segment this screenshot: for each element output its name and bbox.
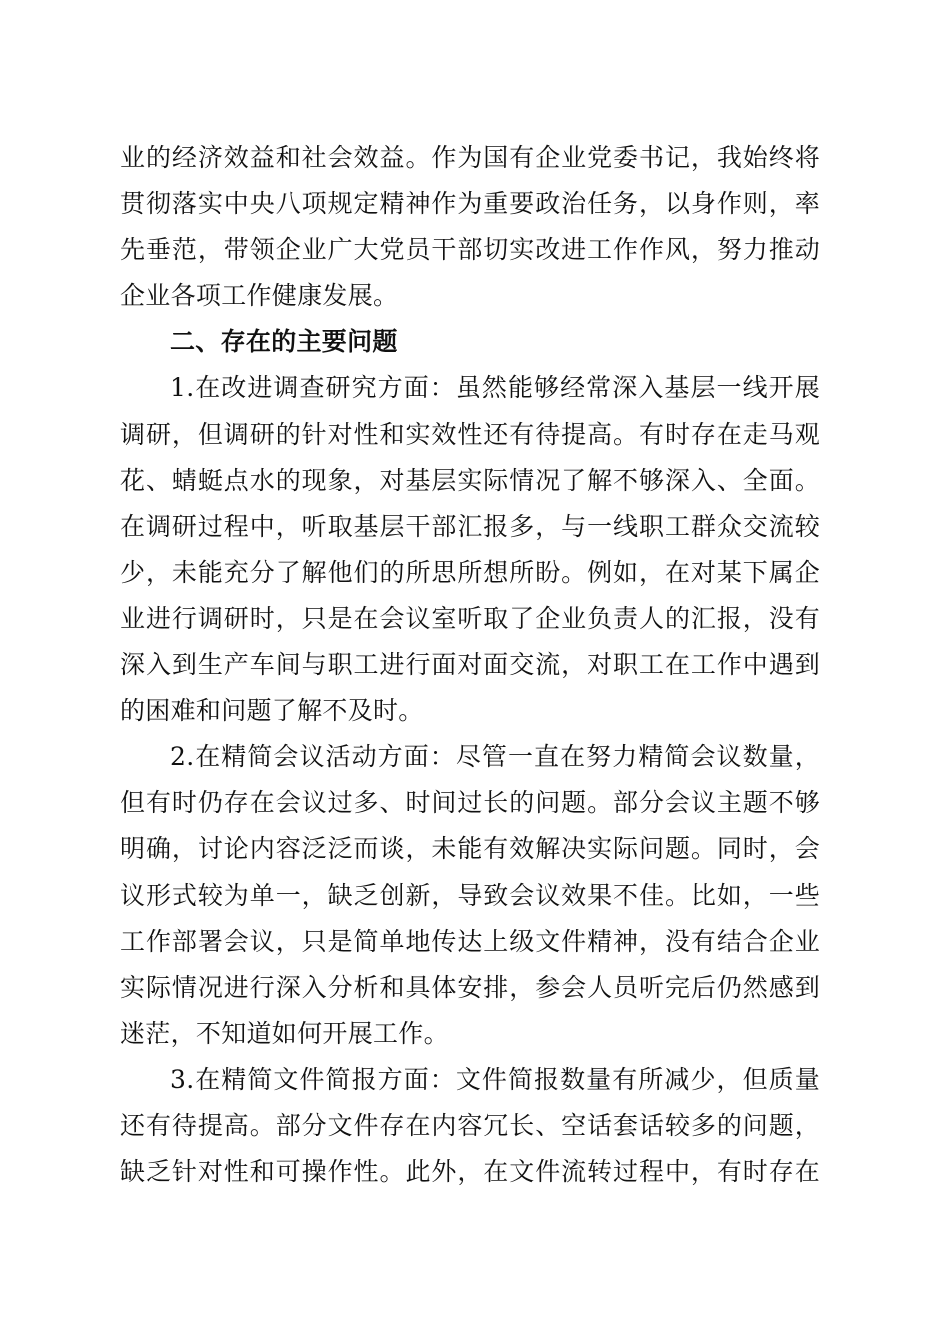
- paragraph-issue-3: [120, 1057, 820, 1195]
- paragraph-issue-2: [120, 734, 820, 1057]
- text-line: 工作部署会议，只是简单地传达上级文件精神，没有结合企业: [120, 926, 820, 956]
- document-body: [120, 135, 820, 1195]
- paragraph-intro: [120, 135, 820, 319]
- text-line: 企业各项工作健康发展。: [120, 281, 399, 311]
- text-line: 1.在改进调查研究方面：虽然能够经常深入基层一线开展: [170, 373, 820, 403]
- text-line: 先垂范，带领企业广大党员干部切实改进工作作风，努力推动: [120, 235, 820, 265]
- text-line: 的困难和问题了解不及时。: [120, 696, 424, 726]
- text-line: 深入到生产车间与职工进行面对面交流，对职工在工作中遇到: [120, 650, 820, 680]
- text-line: 调研，但调研的针对性和实效性还有待提高。有时存在走马观: [120, 419, 820, 449]
- text-line: 实际情况进行深入分析和具体安排，参会人员听完后仍然感到: [120, 972, 820, 1002]
- text-line: 还有待提高。部分文件存在内容冗长、空话套话较多的问题，: [120, 1110, 820, 1140]
- text-line: 缺乏针对性和可操作性。此外，在文件流转过程中，有时存在: [120, 1157, 820, 1187]
- text-line: 迷茫，不知道如何开展工作。: [120, 1018, 449, 1048]
- text-line: 议形式较为单一，缺乏创新，导致会议效果不佳。比如，一些: [120, 880, 820, 910]
- text-line: 但有时仍存在会议过多、时间过长的问题。部分会议主题不够: [120, 788, 820, 818]
- text-line: 花、蜻蜓点水的现象，对基层实际情况了解不够深入、全面。: [120, 465, 820, 495]
- text-line: 明确，讨论内容泛泛而谈，未能有效解决实际问题。同时，会: [120, 834, 820, 864]
- text-line: 在调研过程中，听取基层干部汇报多，与一线职工群众交流较: [120, 511, 820, 541]
- text-line: 业的经济效益和社会效益。作为国有企业党委书记，我始终将: [120, 143, 820, 172]
- text-line: 贯彻落实中央八项规定精神作为重要政治任务，以身作则，率: [120, 189, 820, 219]
- text-line: 2.在精简会议活动方面：尽管一直在努力精简会议数量，: [170, 742, 820, 772]
- section-heading: [120, 319, 820, 365]
- text-line: 业进行调研时，只是在会议室听取了企业负责人的汇报，没有: [120, 603, 820, 633]
- text-line: 少，未能充分了解他们的所思所想所盼。例如，在对某下属企: [120, 557, 820, 587]
- heading-text: 二、存在的主要问题: [170, 327, 398, 357]
- paragraph-issue-1: [120, 365, 820, 734]
- text-line: 3.在精简文件简报方面：文件简报数量有所减少，但质量: [170, 1064, 820, 1094]
